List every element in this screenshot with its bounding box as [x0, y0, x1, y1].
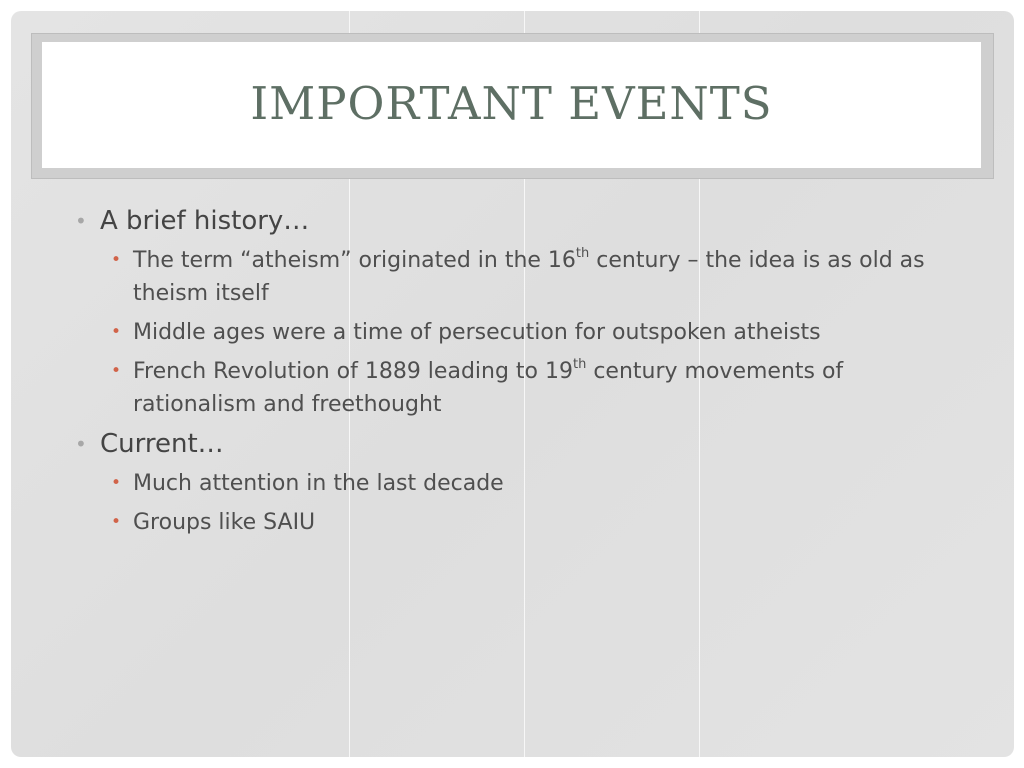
bullet-dot-icon: •	[111, 250, 122, 270]
bullet-text: century movements of rationalism and freethought	[133, 359, 844, 417]
bullet-dot-icon: •	[111, 512, 122, 532]
bullet-dot-icon: •	[111, 322, 122, 342]
bullet-text: French Revolution of 1889 leading to 19	[133, 359, 573, 384]
bullet-level1	[73, 204, 973, 238]
bullet-text: century – the idea is as old as theism itself	[133, 248, 925, 306]
bullet-list	[73, 204, 973, 545]
bullet-level1	[73, 427, 973, 461]
section-heading: A brief history…	[100, 206, 310, 236]
bullet-level2	[73, 244, 973, 310]
bullet-dot-icon: •	[75, 209, 87, 233]
bullet-dot-icon: •	[75, 432, 87, 456]
bullet-text: Middle ages were a time of persecution for outspoken atheists	[133, 320, 821, 345]
slide	[11, 11, 1014, 757]
title-frame	[31, 33, 994, 179]
slide-title: IMPORTANT EVENTS	[250, 76, 773, 130]
bullet-text: The term “atheism” originated in the 16	[133, 248, 576, 273]
bullet-text: Groups like SAIU	[133, 510, 316, 535]
bullet-level2	[73, 506, 973, 539]
bullet-dot-icon: •	[111, 473, 122, 493]
bullet-level2	[73, 316, 973, 349]
bullet-level2	[73, 355, 973, 421]
superscript: th	[573, 356, 587, 372]
superscript: th	[575, 245, 590, 261]
title-box	[42, 42, 981, 168]
section-heading: Current…	[100, 429, 224, 459]
bullet-level2	[73, 467, 973, 500]
bullet-dot-icon: •	[111, 361, 122, 381]
bullet-text: Much attention in the last decade	[133, 471, 504, 496]
